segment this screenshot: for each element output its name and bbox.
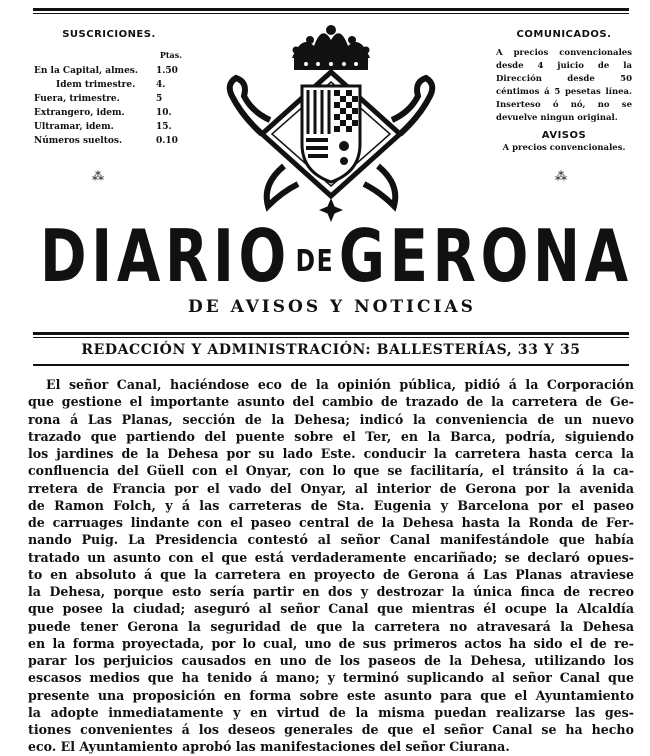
- article-line: eco. El Ayuntamiento aprobó las manifestaciones del señor Ciurana.: [28, 739, 510, 755]
- flourish-ornament-icon: ⁂: [555, 169, 567, 183]
- article-line: tiones convenientes á los deseos generales de que el señor Canal se ha hecho: [28, 722, 634, 737]
- article-line: la Dehesa, porque esto sería partir en dos y destrozar la única finca de recreo: [28, 584, 634, 599]
- flourish-ornament-icon: ⁂: [92, 169, 104, 183]
- subscription-row: Ultramar, idem. 15.: [34, 122, 172, 132]
- address-rule: [33, 364, 629, 366]
- top-rule: [33, 8, 629, 11]
- article-line: rona á Las Planas, sección de la Dehesa; indicó la conveniencia de un nuevo: [28, 411, 634, 427]
- article-line: trazado que partiendo del puente sobre el Ter, en la Barca, podría, siguiendo: [28, 428, 634, 444]
- article-line: tratado un asunto con el que está verdaderamente encariñado; se declaró opues-: [28, 549, 634, 565]
- avisos-text: A precios convencionales.: [502, 143, 626, 153]
- address-line: REDACCIÓN Y ADMINISTRACIÓN: BALLESTERÍAS, 33 Y 35: [81, 342, 581, 358]
- article-line: nando Puig. La Presidencia contestó al señor Canal manifestándole que había: [28, 532, 634, 548]
- avisos-title: AVISOS: [541, 130, 587, 141]
- article-line: presente una proposición en forma sobre este asunto para que el Ayuntamiento: [28, 687, 634, 703]
- comunicados-box: [496, 28, 632, 155]
- article-line: confluencia del Güell con el Onyar, con lo que se facilitaría, el tránsito á la ca-: [28, 463, 634, 479]
- article-line: de carruages lindante con el paseo central de la Dehesa hasta la Ronda de Fer-: [28, 515, 634, 530]
- article-line: escasos medios que ha tenido á mano; y terminó suplicando al señor Canal que: [28, 670, 634, 686]
- top-rule-thin: [33, 13, 629, 14]
- article-line: parar los perjuicios causados en uno de los paseos de la Dehesa, utilizando los: [28, 653, 634, 668]
- article-line: rretera de Francia por el vado del Onyar, al interior de Gerona por la avenida: [28, 480, 634, 496]
- article-line: los jardines de la Dehesa por su lado Este. conducir la carretera hasta cerca la: [28, 446, 634, 461]
- article-line: de Ramon Folch, y á las carreteras de Sta. Eugenia y Barcelona por el paseo: [28, 497, 634, 513]
- currency-label: Ptas.: [159, 50, 182, 60]
- masthead-word-de: DE: [295, 244, 335, 279]
- subscription-row: En la Capital, almes. 1.50: [34, 66, 178, 76]
- comunicados-text: A precios convencionales desde 4 juicio de la Dirección desde 50 céntimos á 5 pesetas línea. Inserteso ó nó, no se devuelve ningun original.: [496, 48, 632, 123]
- article-line: que posee la ciudad; aseguró al señor Canal que mientras él ocupe la Alcaldía: [28, 601, 634, 617]
- masthead-title: [40, 214, 633, 298]
- header-rule: [33, 332, 629, 335]
- article-line: que gestione el importante asunto del cambio de trazado de la carretera de Ge-: [28, 394, 634, 410]
- article-line: El señor Canal, haciéndose eco de la opinión pública, pidió á la Corporación: [46, 377, 634, 392]
- masthead-word-gerona: GERONA: [338, 214, 633, 298]
- masthead-subtitle: DE AVISOS Y NOTICIAS: [188, 297, 476, 317]
- subscription-row: Idem trimestre. 4.: [56, 80, 166, 90]
- subscription-row: Números sueltos. 0.10: [34, 136, 178, 146]
- article-line: to en absoluto á que la carretera en proyecto de Gerona á Las Planas atraviese: [28, 566, 634, 582]
- article-body: [28, 376, 634, 756]
- article-line: puede tener Gerona la seguridad de que la carretera no atravesará la Dehesa: [28, 618, 634, 634]
- article-line: la adopte inmediatamente y en virtud de la misma puedan realizarse las ges-: [28, 704, 634, 720]
- masthead-word-diario: DIARIO: [40, 214, 291, 298]
- coat-of-arms-icon: [222, 16, 440, 231]
- comunicados-title: COMUNICADOS.: [516, 29, 612, 40]
- header-rule-thin: [33, 337, 629, 338]
- subscription-row: Fuera, trimestre. 5: [34, 94, 163, 104]
- subscription-row: Extrangero, idem. 10.: [34, 108, 172, 118]
- article-line: en la forma proyectada, por lo cual, uno de sus primeros actos ha sido el de re-: [28, 635, 634, 651]
- subscriptions-box: [34, 28, 184, 148]
- subscriptions-title: SUSCRICIONES.: [62, 29, 156, 40]
